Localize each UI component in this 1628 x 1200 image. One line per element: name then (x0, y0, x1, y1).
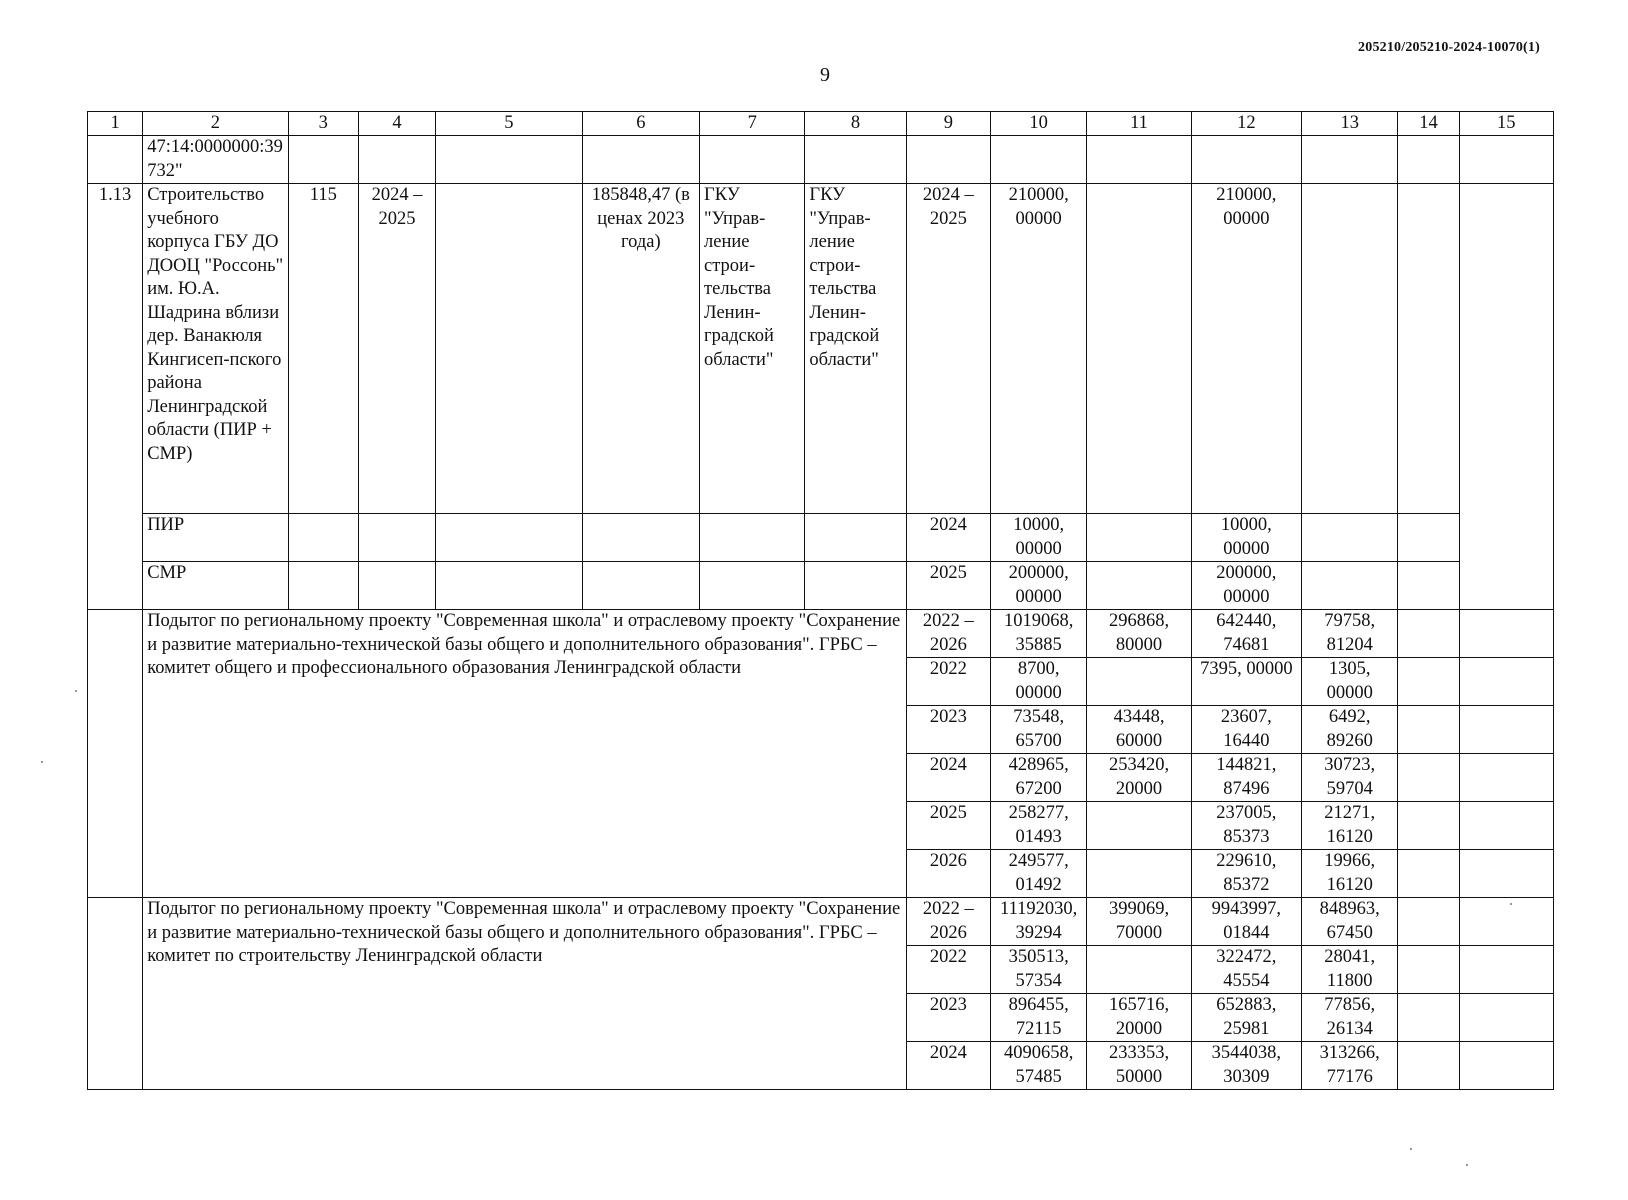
subtotal-year: 2023 (906, 706, 990, 754)
cell (1398, 898, 1459, 946)
cell (288, 562, 358, 610)
cell (1459, 706, 1553, 754)
item-customer: ГКУ "Управ-ление строи-тельства Ленин-градской области" (700, 184, 805, 514)
subtotal-local: 79758, 81204 (1302, 610, 1398, 658)
subtotal-total: 8700, 00000 (991, 658, 1087, 706)
cell (1302, 514, 1398, 562)
item-total: 210000, 00000 (991, 184, 1087, 514)
cell (700, 562, 805, 610)
column-number: 3 (288, 112, 358, 136)
subtotal-federal: 233353, 50000 (1087, 1042, 1191, 1090)
subtotal-row (88, 898, 1554, 946)
item-name: Строительство учебного корпуса ГБУ ДО ДООЦ "Россонь" им. Ю.А. Шадрина вблизи дер. Ванакюля Кингисеп-пского района Ленинградской области (ПИР + СМР) (143, 184, 288, 514)
item-cost: 185848,47 (в ценах 2023 года) (582, 184, 699, 514)
cell (1087, 514, 1191, 562)
cell (1398, 850, 1459, 898)
subtotal-year: 2024 (906, 754, 990, 802)
column-number: 10 (991, 112, 1087, 136)
subtotal-local: 1305, 00000 (1302, 658, 1398, 706)
cell (1398, 610, 1459, 658)
subtotal-federal (1087, 850, 1191, 898)
item-row (88, 184, 1554, 514)
cell (436, 136, 582, 184)
continuation-row (88, 136, 1554, 184)
cell (1191, 136, 1301, 184)
cell (1459, 754, 1553, 802)
cell (1459, 610, 1553, 658)
cell (1398, 706, 1459, 754)
column-number: 4 (358, 112, 435, 136)
column-number: 2 (143, 112, 288, 136)
subitem-year: 2024 (906, 514, 990, 562)
column-number: 7 (700, 112, 805, 136)
cell (1302, 136, 1398, 184)
subtotal-local: 848963, 67450 (1302, 898, 1398, 946)
subitem-regional-budget: 10000, 00000 (1191, 514, 1301, 562)
cell (1459, 898, 1553, 946)
subitem-row (88, 514, 1554, 562)
cell (805, 136, 906, 184)
subtotal-total: 249577, 01492 (991, 850, 1087, 898)
cell (582, 562, 699, 610)
cell (1398, 802, 1459, 850)
cell (582, 514, 699, 562)
subtotal-federal: 165716, 20000 (1087, 994, 1191, 1042)
subtotal-regional: 9943997, 01844 (1191, 898, 1301, 946)
cell (1398, 946, 1459, 994)
scan-speck (1410, 1148, 1412, 1150)
subtotal-regional: 322472, 45554 (1191, 946, 1301, 994)
cell (700, 514, 805, 562)
cell (991, 136, 1087, 184)
subitem-total: 10000, 00000 (991, 514, 1087, 562)
cell (1398, 184, 1459, 514)
cell (1302, 562, 1398, 610)
cell (288, 136, 358, 184)
subtotal-federal: 296868, 80000 (1087, 610, 1191, 658)
subtotal-year: 2026 (906, 850, 990, 898)
cell (805, 514, 906, 562)
subtotal-federal (1087, 658, 1191, 706)
column-number: 13 (1302, 112, 1398, 136)
subtotal-local: 28041, 11800 (1302, 946, 1398, 994)
subtotal-total: 896455, 72115 (991, 994, 1087, 1042)
cell (1398, 658, 1459, 706)
scan-speck (41, 761, 43, 763)
subtotal-federal: 43448, 60000 (1087, 706, 1191, 754)
cell (582, 136, 699, 184)
subtotal-year: 2022 – 2026 (906, 610, 990, 658)
column-number: 6 (582, 112, 699, 136)
subtotal-federal (1087, 946, 1191, 994)
subtotal-federal: 399069, 70000 (1087, 898, 1191, 946)
cell (1398, 562, 1459, 610)
subtotal-local: 77856, 26134 (1302, 994, 1398, 1042)
cell (700, 136, 805, 184)
subtotal-year: 2025 (906, 802, 990, 850)
page-number: 9 (820, 64, 830, 86)
cell (288, 514, 358, 562)
subtotal-total: 350513, 57354 (991, 946, 1087, 994)
document-id: 205210/205210-2024-10070(1) (1358, 40, 1540, 55)
subtotal-year: 2022 – 2026 (906, 898, 990, 946)
subtotal-federal: 253420, 20000 (1087, 754, 1191, 802)
cell (1087, 184, 1191, 514)
cell (1459, 802, 1553, 850)
cell (1459, 1042, 1553, 1090)
column-number: 12 (1191, 112, 1301, 136)
subtotal-regional: 3544038, 30309 (1191, 1042, 1301, 1090)
subtotal-regional: 652883, 25981 (1191, 994, 1301, 1042)
column-number: 14 (1398, 112, 1459, 136)
subtotal-total: 1019068, 35885 (991, 610, 1087, 658)
column-number: 15 (1459, 112, 1553, 136)
subtotal-federal (1087, 802, 1191, 850)
cell (1459, 850, 1553, 898)
subitem-name: СМР (143, 562, 288, 610)
subtotal-regional: 642440, 74681 (1191, 610, 1301, 658)
subtotal-total: 428965, 67200 (991, 754, 1087, 802)
cadastral-number: 47:14:0000000:39732" (143, 136, 288, 184)
cell (805, 562, 906, 610)
cell (88, 136, 143, 184)
subtotal-total: 11192030, 39294 (991, 898, 1087, 946)
cell (88, 610, 143, 898)
cell (1459, 946, 1553, 994)
cell (358, 514, 435, 562)
cell (1398, 754, 1459, 802)
cell (436, 514, 582, 562)
item-regional-budget: 210000, 00000 (1191, 184, 1301, 514)
cell (436, 562, 582, 610)
cell (1087, 562, 1191, 610)
subtotal-total: 258277, 01493 (991, 802, 1087, 850)
subtotal-year: 2024 (906, 1042, 990, 1090)
subtotal-local: 6492, 89260 (1302, 706, 1398, 754)
subtotal-label: Подытог по региональному проекту "Современная школа" и отраслевому проекту "Сохранение и развитие материально-технической базы общего и дополнительного образования". ГРБС – комитет общего и профессионального образования Ленинградской области (143, 610, 907, 898)
subtotal-local: 21271, 16120 (1302, 802, 1398, 850)
subitem-name: ПИР (143, 514, 288, 562)
column-number: 1 (88, 112, 143, 136)
subtotal-regional: 7395, 00000 (1191, 658, 1301, 706)
cell (436, 184, 582, 514)
cell (1398, 514, 1459, 562)
cell (358, 136, 435, 184)
subitem-year: 2025 (906, 562, 990, 610)
subtotal-row (88, 610, 1554, 658)
item-developer: ГКУ "Управ-ление строи-тельства Ленин-градской области" (805, 184, 906, 514)
subtotal-year: 2022 (906, 946, 990, 994)
cell (1087, 136, 1191, 184)
subitem-row (88, 562, 1554, 610)
subitem-regional-budget: 200000, 00000 (1191, 562, 1301, 610)
cell (88, 898, 143, 1090)
column-number: 5 (436, 112, 582, 136)
column-number: 9 (906, 112, 990, 136)
subtotal-regional: 237005, 85373 (1191, 802, 1301, 850)
subtotal-label: Подытог по региональному проекту "Современная школа" и отраслевому проекту "Сохранение и развитие материально-технической базы общего и дополнительного образования". ГРБС – комитет по строительству Ленинградской области (143, 898, 907, 1090)
subtotal-year: 2022 (906, 658, 990, 706)
item-period: 2024 – 2025 (358, 184, 435, 514)
cell (1398, 136, 1459, 184)
subtotal-local: 19966, 16120 (1302, 850, 1398, 898)
cell (906, 136, 990, 184)
subtotal-local: 313266, 77176 (1302, 1042, 1398, 1090)
subtotal-year: 2023 (906, 994, 990, 1042)
scan-speck (1466, 1164, 1468, 1166)
cell (1459, 994, 1553, 1042)
subtotal-regional: 23607, 16440 (1191, 706, 1301, 754)
cell (1398, 1042, 1459, 1090)
column-number-row (88, 112, 1554, 136)
column-number: 8 (805, 112, 906, 136)
subtotal-regional: 144821, 87496 (1191, 754, 1301, 802)
subtotal-total: 4090658, 57485 (991, 1042, 1087, 1090)
scan-speck (75, 690, 77, 692)
cell (1459, 136, 1553, 184)
cell (1302, 184, 1398, 514)
cell (1459, 184, 1553, 610)
cell (1459, 658, 1553, 706)
subtotal-total: 73548, 65700 (991, 706, 1087, 754)
subitem-total: 200000, 00000 (991, 562, 1087, 610)
cell (358, 562, 435, 610)
item-number: 1.13 (88, 184, 143, 610)
subtotal-local: 30723, 59704 (1302, 754, 1398, 802)
item-years: 2024 – 2025 (906, 184, 990, 514)
item-col3: 115 (288, 184, 358, 514)
budget-table (87, 111, 1554, 1090)
cell (1398, 994, 1459, 1042)
column-number: 11 (1087, 112, 1191, 136)
subtotal-regional: 229610, 85372 (1191, 850, 1301, 898)
